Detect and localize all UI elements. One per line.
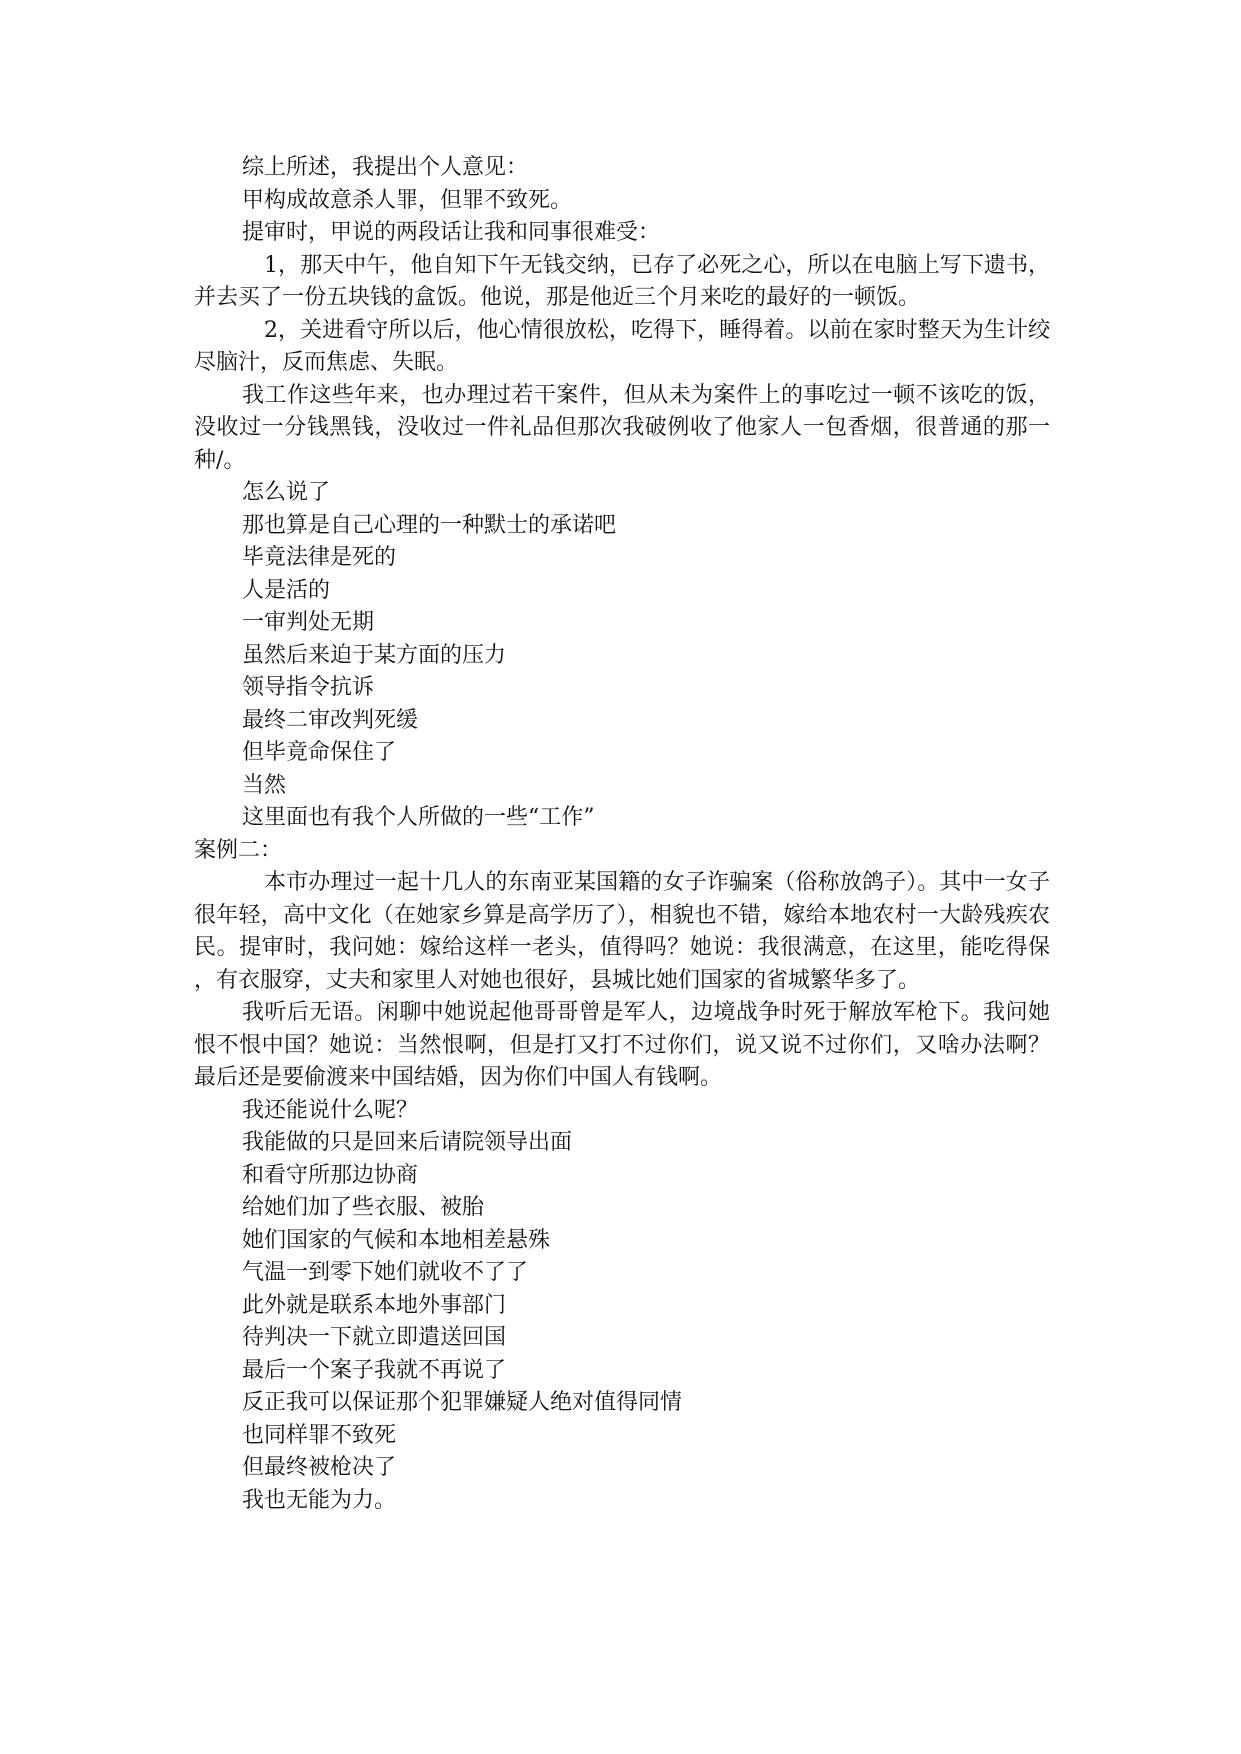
paragraph: 最终二审改判死缓	[242, 707, 419, 733]
paragraph: 我听后无语。闲聊中她说起他哥哥曾是军人，边境战争时死于解放军枪下。我问她恨不恨中国？她说：当然恨啊，但是打又打不过你们，说又说不过你们，又啥办法啊？最后还是要偷渡来中国结婚，因为你们中国人有钱啊。	[194, 1000, 1050, 1090]
paragraph: 我工作这些年来，也办理过若干案件，但从未为案件上的事吃过一顿不该吃的饭，没收过一分钱黑钱，没收过一件礼品但那次我破例收了他家人一包香烟，很普通的那一种/。	[194, 382, 1050, 473]
paragraph: 气温一到零下她们就收不了了	[242, 1260, 529, 1285]
paragraph: 但毕竟命保住了	[242, 740, 397, 765]
paragraph: 我能做的只是回来后请院领导出面	[242, 1130, 573, 1155]
paragraph: 但最终被枪决了	[242, 1455, 397, 1480]
paragraph: 给她们加了些衣服、被胎	[242, 1195, 485, 1220]
document-body	[194, 152, 1050, 1517]
paragraph: 反正我可以保证那个犯罪嫌疑人绝对值得同情	[242, 1390, 683, 1415]
paragraph: 虽然后来迫于某方面的压力	[242, 642, 507, 668]
paragraph: 待判决一下就立即遣送回国	[242, 1325, 507, 1350]
paragraph: 也同样罪不致死	[242, 1422, 397, 1448]
paragraph: 这里面也有我个人所做的一些“工作”	[242, 805, 595, 830]
paragraph: 2，关进看守所以后，他心情很放松，吃得下，睡得着。以前在家时整天为生计绞尽脑汁，反而焦虑、失眠。	[194, 317, 1050, 375]
paragraph: 综上所述，我提出个人意见：	[242, 155, 529, 180]
paragraph: 最后一个案子我就不再说了	[242, 1357, 507, 1383]
section-heading: 案例二：	[194, 837, 283, 863]
paragraph: 本市办理过一起十几人的东南亚某国籍的女子诈骗案（俗称放鸽子）。其中一女子很年轻，高中文化（在她家乡算是高学历了），相貌也不错，嫁给本地农村一大龄残疾农民。提审时，我问她：嫁给这样一老头，值得吗？她说：我很满意，在这里，能吃得保，有衣服穿，丈夫和家里人对她也很好，县城比她们国家的省城繁华多了。	[194, 870, 1050, 993]
paragraph: 甲构成故意杀人罪，但罪不致死。	[242, 187, 573, 213]
paragraph: 和看守所那边协商	[242, 1162, 419, 1188]
paragraph: 领导指令抗诉	[242, 675, 375, 700]
paragraph: 一审判处无期	[242, 610, 375, 635]
paragraph: 她们国家的气候和本地相差悬殊	[242, 1227, 551, 1253]
paragraph: 1，那天中午，他自知下午无钱交纳，已存了必死之心，所以在电脑上写下遗书，并去买了一份五块钱的盒饭。他说，那是他近三个月来吃的最好的一顿饭。	[194, 252, 1050, 310]
paragraph: 我还能说什么呢？	[242, 1097, 419, 1123]
paragraph: 提审时，甲说的两段话让我和同事很难受：	[242, 220, 661, 245]
paragraph: 毕竟法律是死的	[242, 545, 397, 570]
paragraph: 怎么说了	[242, 480, 331, 505]
paragraph: 此外就是联系本地外事部门	[242, 1292, 507, 1318]
paragraph: 人是活的	[242, 577, 331, 603]
paragraph: 我也无能为力。	[242, 1487, 397, 1513]
paragraph: 当然	[242, 772, 287, 798]
paragraph: 那也算是自己心理的一种默士的承诺吧	[242, 512, 617, 538]
